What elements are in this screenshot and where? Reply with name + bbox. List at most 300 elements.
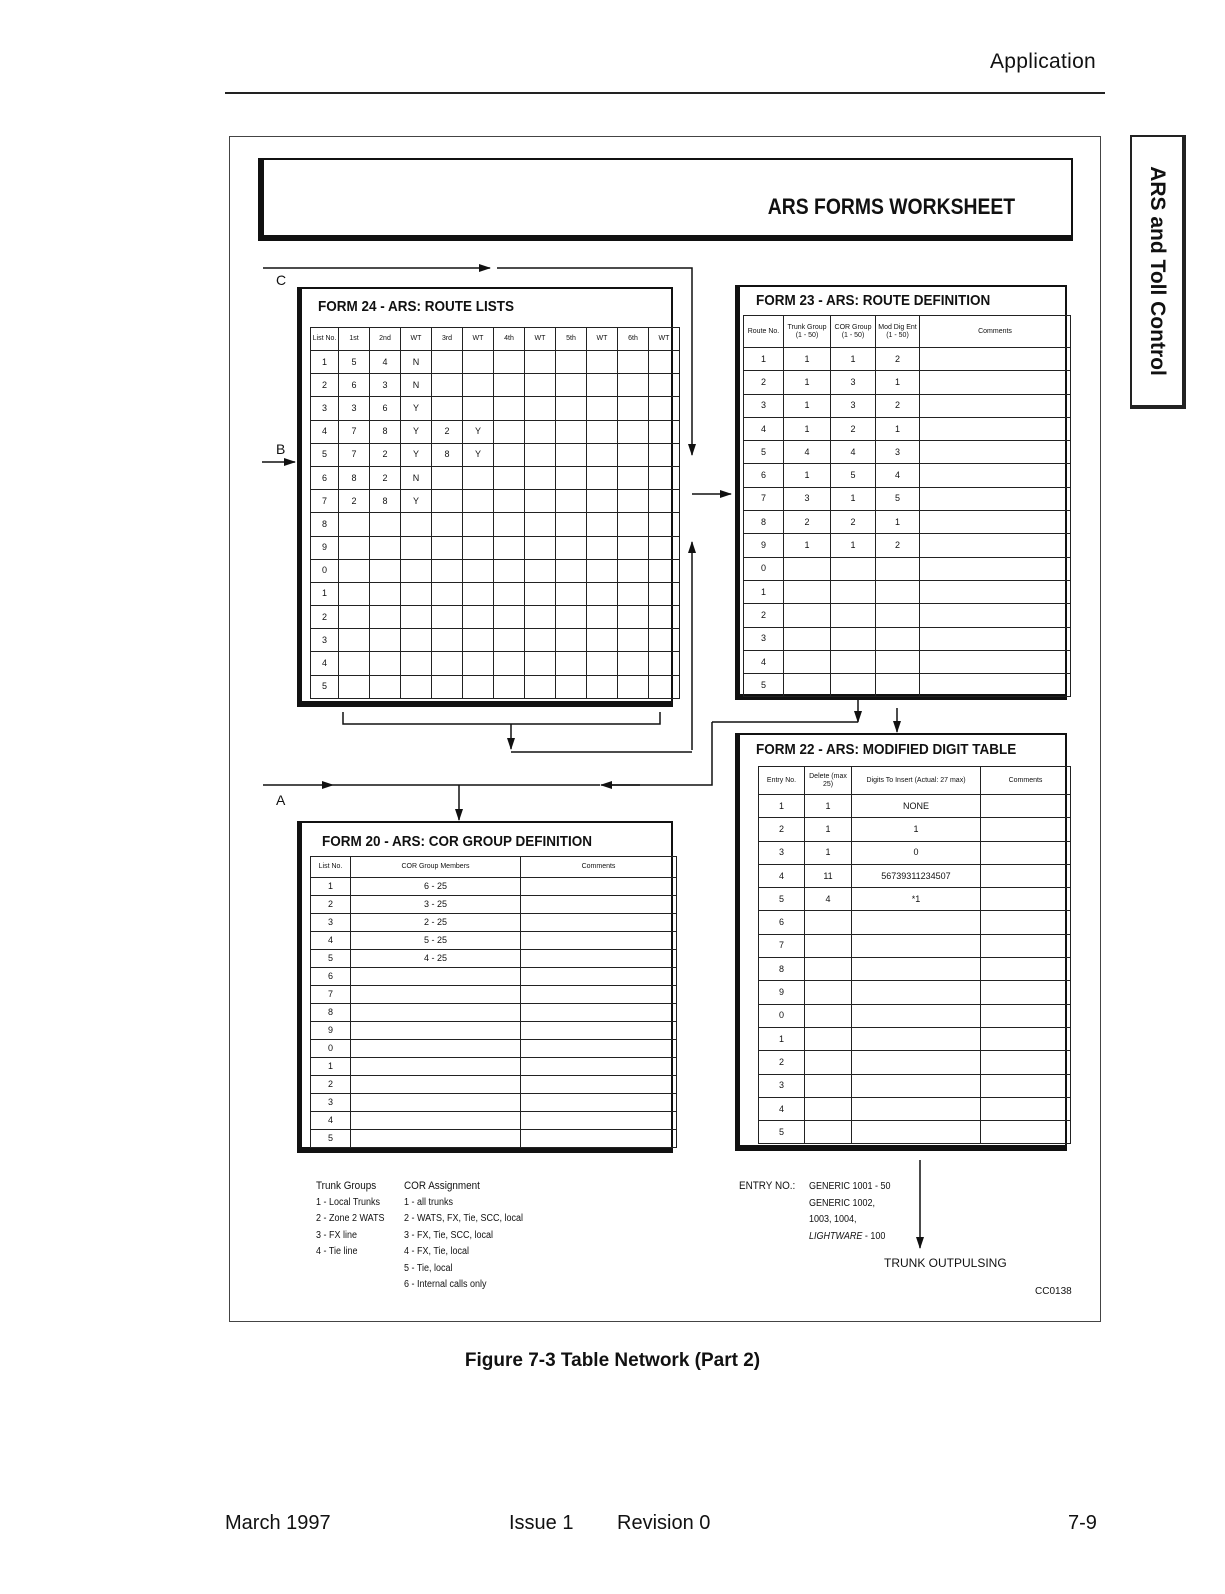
table-cell: [981, 1027, 1071, 1050]
table-cell: 0: [744, 557, 784, 580]
table-cell: [351, 1112, 521, 1130]
table-cell: [339, 652, 370, 675]
section-title: Application: [990, 50, 1097, 73]
table-cell: [494, 606, 525, 629]
table-row: [311, 374, 680, 397]
form24-col-header: 1st: [339, 328, 370, 351]
table-row: [744, 394, 1071, 417]
table-cell: [587, 466, 618, 489]
table-cell: [494, 652, 525, 675]
table-row: [759, 795, 1071, 818]
footer-revision: Revision 0: [617, 1512, 711, 1534]
table-cell: [981, 1074, 1071, 1097]
table-cell: 7: [744, 487, 784, 510]
table-cell: 3: [759, 841, 805, 864]
form23-header-row: [744, 316, 1071, 348]
table-cell: [525, 490, 556, 513]
table-cell: [339, 536, 370, 559]
table-cell: 4: [311, 932, 351, 950]
table-cell: [556, 443, 587, 466]
table-cell: 1: [311, 878, 351, 896]
form22-col-header: Delete (max 25): [805, 767, 852, 795]
table-cell: 4: [370, 351, 401, 374]
table-cell: Y: [401, 420, 432, 443]
table-cell: 2: [876, 348, 920, 371]
table-row: [744, 487, 1071, 510]
entry-no-text: ENTRY NO.:: [739, 1180, 796, 1192]
table-cell: [556, 397, 587, 420]
table-cell: [981, 818, 1071, 841]
form20-title: FORM 20 - ARS: COR GROUP DEFINITION: [322, 833, 593, 850]
cor-item: 1 - all trunks: [404, 1196, 454, 1208]
table-row: [311, 1058, 677, 1076]
table-cell: [401, 606, 432, 629]
table-row: [311, 652, 680, 675]
table-cell: 2: [311, 374, 339, 397]
table-cell: [521, 968, 677, 986]
table-cell: [649, 536, 680, 559]
form24-table: [310, 327, 680, 699]
form23-table: [743, 315, 1071, 697]
table-cell: [525, 675, 556, 698]
table-row: [744, 534, 1071, 557]
table-cell: 3: [784, 487, 831, 510]
table-cell: [587, 443, 618, 466]
table-cell: [351, 1094, 521, 1112]
table-cell: [351, 1022, 521, 1040]
table-cell: [339, 513, 370, 536]
table-cell: [649, 513, 680, 536]
form24-col-header: 5th: [556, 328, 587, 351]
table-cell: 7: [339, 443, 370, 466]
table-cell: NONE: [852, 795, 981, 818]
table-cell: [587, 513, 618, 536]
table-cell: [494, 513, 525, 536]
entry-line: 1003, 1004,: [809, 1214, 857, 1225]
table-cell: [876, 557, 920, 580]
side-tab-label: ARS and Toll Control: [1146, 166, 1169, 376]
table-cell: [521, 932, 677, 950]
flow-label-c: C: [276, 272, 287, 288]
table-cell: [852, 911, 981, 934]
table-cell: 3 - 25: [351, 896, 521, 914]
table-row: [311, 629, 680, 652]
form24-route-lists: [297, 287, 673, 707]
table-row: [311, 1004, 677, 1022]
table-cell: [494, 675, 525, 698]
table-cell: 7: [311, 490, 339, 513]
table-cell: [649, 606, 680, 629]
table-cell: [351, 1130, 521, 1148]
table-cell: 1: [831, 487, 876, 510]
table-cell: [521, 914, 677, 932]
trunk-group-item: 4 - Tie line: [316, 1246, 358, 1257]
form24-col-header: 3rd: [432, 328, 463, 351]
table-cell: [920, 604, 1071, 627]
form20-col-header: Comments: [521, 857, 677, 878]
table-cell: [852, 958, 981, 981]
table-row: [311, 606, 680, 629]
table-cell: [920, 441, 1071, 464]
table-cell: 1: [876, 417, 920, 440]
table-cell: [618, 397, 649, 420]
table-cell: [401, 675, 432, 698]
table-cell: 3: [311, 397, 339, 420]
form22-col-header: Comments: [981, 767, 1071, 795]
table-cell: [401, 582, 432, 605]
table-cell: [463, 675, 494, 698]
table-cell: [432, 559, 463, 582]
table-cell: [463, 466, 494, 489]
table-cell: 1: [784, 348, 831, 371]
table-row: [744, 417, 1071, 440]
table-row: [311, 490, 680, 513]
table-cell: [981, 911, 1071, 934]
table-cell: [370, 582, 401, 605]
table-cell: [525, 374, 556, 397]
table-cell: [351, 1076, 521, 1094]
table-cell: 4: [759, 864, 805, 887]
table-row: [311, 968, 677, 986]
entry-no-details: [809, 1179, 891, 1245]
table-row: [744, 580, 1071, 603]
table-cell: 2: [311, 1076, 351, 1094]
table-cell: 9: [311, 1022, 351, 1040]
table-cell: [981, 864, 1071, 887]
table-cell: [649, 397, 680, 420]
table-cell: 4: [311, 652, 339, 675]
table-cell: [831, 650, 876, 673]
table-cell: [920, 394, 1071, 417]
table-cell: [556, 559, 587, 582]
table-cell: [920, 371, 1071, 394]
table-row: [759, 934, 1071, 957]
table-cell: [556, 351, 587, 374]
table-cell: 8: [759, 958, 805, 981]
table-cell: [556, 675, 587, 698]
table-cell: 1: [831, 534, 876, 557]
table-cell: [649, 466, 680, 489]
table-cell: [981, 888, 1071, 911]
table-cell: [876, 627, 920, 650]
table-cell: 1: [784, 371, 831, 394]
table-cell: [852, 1074, 981, 1097]
table-cell: 6 - 25: [351, 878, 521, 896]
table-cell: [805, 958, 852, 981]
entry-line: GENERIC 1001 - 50: [809, 1181, 891, 1192]
table-cell: 7: [311, 986, 351, 1004]
table-cell: 11: [805, 864, 852, 887]
table-cell: [920, 627, 1071, 650]
table-cell: 6: [759, 911, 805, 934]
table-cell: [401, 536, 432, 559]
table-cell: 1: [805, 795, 852, 818]
table-cell: [370, 536, 401, 559]
footer-page: 7-9: [1068, 1512, 1097, 1534]
table-cell: [370, 675, 401, 698]
table-row: [311, 536, 680, 559]
table-cell: [556, 374, 587, 397]
table-row: [744, 371, 1071, 394]
table-cell: [463, 559, 494, 582]
entry-line-lightware: [809, 1229, 891, 1246]
table-cell: 2: [876, 394, 920, 417]
form23-body: [744, 348, 1071, 697]
table-cell: 8: [311, 1004, 351, 1022]
table-row: [759, 1121, 1071, 1144]
table-cell: 1: [784, 394, 831, 417]
table-cell: [432, 397, 463, 420]
entry-no-label: [739, 1178, 795, 1196]
table-cell: [432, 351, 463, 374]
table-cell: Y: [401, 490, 432, 513]
form23-route-definition: [735, 285, 1067, 700]
table-cell: [805, 1097, 852, 1120]
table-cell: 4: [311, 420, 339, 443]
table-row: [759, 1004, 1071, 1027]
table-cell: [852, 1004, 981, 1027]
table-cell: [556, 629, 587, 652]
cor-item: 3 - FX, Tie, SCC, local: [404, 1229, 494, 1241]
table-row: [759, 981, 1071, 1004]
table-cell: [351, 1040, 521, 1058]
table-row: [744, 511, 1071, 534]
table-cell: 7: [759, 934, 805, 957]
table-cell: 1: [805, 841, 852, 864]
table-row: [744, 557, 1071, 580]
table-cell: 6: [370, 397, 401, 420]
table-cell: [494, 559, 525, 582]
table-cell: 0: [311, 1040, 351, 1058]
table-cell: [852, 981, 981, 1004]
form24-col-header: WT: [525, 328, 556, 351]
table-cell: 56739311234507: [852, 864, 981, 887]
table-cell: [521, 1094, 677, 1112]
table-cell: 5: [311, 675, 339, 698]
figure-code: CC0138: [1035, 1286, 1072, 1297]
form24-col-header: List No.: [311, 328, 339, 351]
table-row: [311, 896, 677, 914]
table-cell: [649, 420, 680, 443]
table-cell: 6: [744, 464, 784, 487]
table-cell: [494, 420, 525, 443]
table-cell: [401, 652, 432, 675]
table-cell: 2: [311, 606, 339, 629]
table-cell: [587, 536, 618, 559]
form24-col-header: 4th: [494, 328, 525, 351]
form22-col-header: Digits To Insert (Actual: 27 max): [852, 767, 981, 795]
table-cell: 4: [784, 441, 831, 464]
table-row: [759, 1051, 1071, 1074]
table-cell: 8: [370, 420, 401, 443]
table-cell: [521, 1076, 677, 1094]
table-cell: [494, 629, 525, 652]
table-cell: [618, 606, 649, 629]
table-cell: [432, 490, 463, 513]
table-cell: [401, 513, 432, 536]
table-cell: [784, 604, 831, 627]
trunk-group-item: 2 - Zone 2 WATS: [316, 1213, 385, 1224]
table-cell: 2: [370, 443, 401, 466]
table-cell: [618, 351, 649, 374]
table-cell: 1: [311, 351, 339, 374]
table-cell: [521, 1022, 677, 1040]
table-cell: [981, 1097, 1071, 1120]
table-cell: 2: [744, 371, 784, 394]
table-cell: [525, 652, 556, 675]
table-cell: [852, 1027, 981, 1050]
table-cell: Y: [401, 397, 432, 420]
table-row: [744, 348, 1071, 371]
table-cell: 8: [744, 511, 784, 534]
cor-item: 6 - Internal calls only: [404, 1279, 487, 1290]
table-cell: [463, 374, 494, 397]
table-row: [311, 1040, 677, 1058]
table-cell: [981, 1051, 1071, 1074]
form22-modified-digit-table: [735, 733, 1067, 1151]
table-row: [311, 420, 680, 443]
table-cell: [521, 896, 677, 914]
table-row: [759, 911, 1071, 934]
table-cell: [432, 466, 463, 489]
table-cell: [852, 1097, 981, 1120]
cor-item: 5 - Tie, local: [404, 1262, 453, 1274]
trunk-outpulsing: TRUNK OUTPULSING: [884, 1256, 1007, 1270]
table-row: [311, 559, 680, 582]
table-cell: [618, 675, 649, 698]
table-cell: [981, 934, 1071, 957]
form20-body: [311, 878, 677, 1148]
table-row: [311, 466, 680, 489]
table-cell: [556, 490, 587, 513]
table-cell: 2: [784, 511, 831, 534]
table-cell: [432, 374, 463, 397]
table-cell: [525, 559, 556, 582]
table-cell: [339, 629, 370, 652]
table-cell: [587, 629, 618, 652]
table-cell: [649, 582, 680, 605]
table-cell: 2: [876, 534, 920, 557]
table-row: [311, 932, 677, 950]
table-cell: [649, 374, 680, 397]
table-cell: [463, 536, 494, 559]
table-cell: [920, 348, 1071, 371]
form22-body: [759, 795, 1071, 1144]
table-cell: 1: [311, 582, 339, 605]
trunk-group-item: 1 - Local Trunks: [316, 1196, 381, 1208]
table-cell: [494, 351, 525, 374]
table-cell: [521, 1040, 677, 1058]
footer-issue: Issue 1: [509, 1512, 574, 1534]
table-cell: N: [401, 351, 432, 374]
table-cell: [521, 878, 677, 896]
table-cell: [521, 986, 677, 1004]
table-row: [311, 513, 680, 536]
table-cell: [525, 582, 556, 605]
table-row: [311, 950, 677, 968]
table-cell: [920, 511, 1071, 534]
table-cell: 6: [311, 466, 339, 489]
form24-col-header: 2nd: [370, 328, 401, 351]
table-cell: 2: [759, 1051, 805, 1074]
table-cell: [649, 351, 680, 374]
cor-assignment-legend: [404, 1178, 523, 1294]
table-cell: 3: [311, 629, 339, 652]
table-cell: [463, 606, 494, 629]
table-cell: [494, 582, 525, 605]
table-cell: 2: [744, 604, 784, 627]
table-cell: [525, 466, 556, 489]
table-cell: [556, 513, 587, 536]
table-cell: 2: [311, 896, 351, 914]
table-cell: 4: [744, 417, 784, 440]
table-cell: [649, 652, 680, 675]
form24-header-row: [311, 328, 680, 351]
table-cell: [587, 374, 618, 397]
table-cell: [852, 1121, 981, 1144]
table-cell: 3: [311, 1094, 351, 1112]
form23-col-header: Mod Dig Ent (1 - 50): [876, 316, 920, 348]
table-cell: 5: [759, 1121, 805, 1144]
table-cell: [618, 513, 649, 536]
table-cell: [556, 582, 587, 605]
table-cell: [494, 536, 525, 559]
flow-line-from-right: [608, 722, 712, 785]
table-cell: 5: [339, 351, 370, 374]
form23-col-header: COR Group (1 - 50): [831, 316, 876, 348]
table-cell: 5: [744, 441, 784, 464]
table-cell: [920, 674, 1071, 697]
table-cell: [981, 981, 1071, 1004]
table-cell: 1: [784, 534, 831, 557]
table-cell: [351, 1004, 521, 1022]
table-cell: [494, 374, 525, 397]
table-cell: [463, 629, 494, 652]
form24-col-header: WT: [649, 328, 680, 351]
table-cell: 5: [311, 1130, 351, 1148]
table-row: [744, 441, 1071, 464]
table-cell: [339, 606, 370, 629]
table-cell: [805, 1027, 852, 1050]
table-cell: [784, 580, 831, 603]
table-cell: [351, 1058, 521, 1076]
lightware-text: LIGHTWARE: [809, 1230, 863, 1242]
cor-assignment-title: COR Assignment: [404, 1180, 480, 1192]
table-cell: 3: [759, 1074, 805, 1097]
table-cell: 1: [876, 511, 920, 534]
table-cell: [556, 652, 587, 675]
table-cell: [831, 557, 876, 580]
form22-title: FORM 22 - ARS: MODIFIED DIGIT TABLE: [756, 741, 1017, 758]
table-cell: [463, 490, 494, 513]
table-cell: [920, 534, 1071, 557]
table-cell: 8: [370, 490, 401, 513]
table-cell: 2: [339, 490, 370, 513]
table-cell: 0: [311, 559, 339, 582]
table-cell: [981, 1004, 1071, 1027]
lightware-suffix: - 100: [862, 1230, 886, 1242]
table-cell: [831, 604, 876, 627]
table-cell: [432, 652, 463, 675]
table-row: [311, 1094, 677, 1112]
table-cell: [852, 1051, 981, 1074]
table-cell: [370, 513, 401, 536]
table-cell: [587, 420, 618, 443]
form20-col-header: COR Group Members: [351, 857, 521, 878]
table-cell: [831, 580, 876, 603]
form24-col-header: 6th: [618, 328, 649, 351]
trunk-groups-legend: [316, 1178, 385, 1261]
